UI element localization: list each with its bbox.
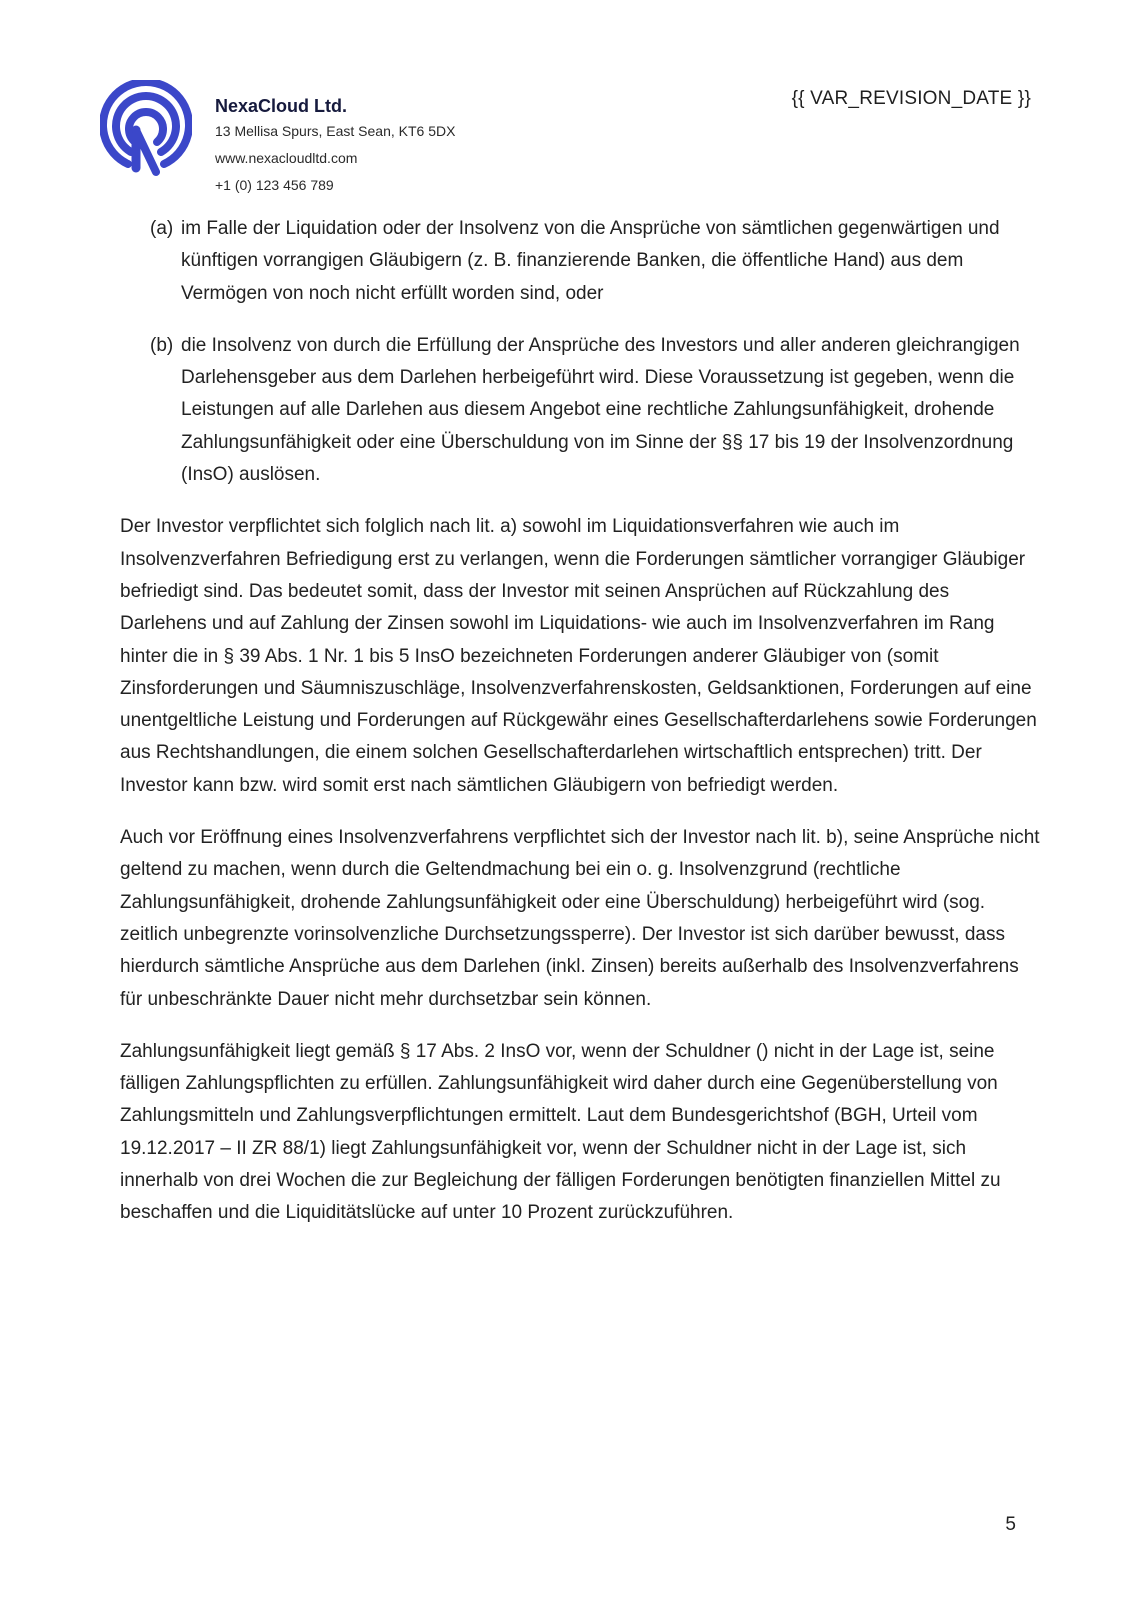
list-item: [150, 213, 1040, 310]
document-body: [120, 213, 1040, 1250]
paragraph: Auch vor Eröffnung eines Insolvenzverfahrens verpflichtet sich der Investor nach lit. b), seine Ansprüche nicht geltend zu machen, wenn durch die Geltendmachung bei ein o. g. Insolvenzgrund (rechtliche Zahlungsunfähigkeit, drohende Zahlungsunfähigkeit oder eine Überschuldung) herbeigeführt wird (sog. zeitlich unbegrenzte vorinsolvenzliche Durchsetzungssperre). Der Investor ist sich darüber bewusst, dass hierdurch sämtliche Ansprüche aus dem Darlehen (inkl. Zinsen) bereits außerhalb des Insolvenzverfahrens für unbeschränkte Dauer nicht mehr durchsetzbar sein können.: [120, 827, 1040, 1010]
company-address: 13 Mellisa Spurs, East Sean, KT6 5DX: [215, 123, 456, 139]
list-marker: (a): [150, 218, 174, 239]
revision-date: {{ VAR_REVISION_DATE }}: [791, 88, 1031, 109]
list-item-text: die Insolvenz von durch die Erfüllung der Ansprüche des Investors und aller anderen gleichrangigen Darlehensgeber aus dem Darlehen herbeigeführt wird. Diese Voraussetzung ist gegeben, wenn die Leistungen auf alle Darlehen aus diesem Angebot eine rechtliche Zahlungsunfähigkeit, drohende Zahlungsunfähigkeit oder eine Überschuldung von im Sinne der §§ 17 bis 19 der Insolvenzordnung (InsO) auslösen.: [181, 334, 1020, 486]
page-number: 5: [1005, 1514, 1016, 1535]
list-item-text: im Falle der Liquidation oder der Insolvenz von die Ansprüche von sämtlichen gegenwärtigen und künftigen vorrangigen Gläubigern (z. B. finanzierende Banken, die öffentliche Hand) aus dem Vermögen von noch nicht erfüllt worden sind, oder: [181, 218, 1000, 304]
paragraph: Zahlungsunfähigkeit liegt gemäß § 17 Abs. 2 InsO vor, wenn der Schuldner () nicht in der Lage ist, seine fälligen Zahlungspflichten zu erfüllen. Zahlungsunfähigkeit wird daher durch eine Gegenüberstellung von Zahlungsmitteln und Zahlungsverpflichtungen ermittelt. Laut dem Bundesgerichtshof (BGH, Urteil vom 19.12.2017 – II ZR 88/1) liegt Zahlungsunfähigkeit vor, wenn der Schuldner nicht in der Lage ist, sich innerhalb von drei Wochen die zur Begleichung der fälligen Forderungen benötigten finanziellen Mittel zu beschaffen und die Liquiditätslücke auf unter 10 Prozent zurückzuführen.: [120, 1040, 1001, 1224]
paragraph: Der Investor verpflichtet sich folglich nach lit. a) sowohl im Liquidationsverfahren wie auch im Insolvenzverfahren Befriedigung erst zu verlangen, wenn die Forderungen sämtlicher vorrangiger Gläubiger befriedigt sind. Das bedeutet somit, dass der Investor mit seinen Ansprüchen auf Rückzahlung des Darlehens und auf Zahlung der Zinsen sowohl im Liquidations- wie auch im Insolvenzverfahren im Rang hinter die in § 39 Abs. 1 Nr. 1 bis 5 InsO bezeichneten Forderungen anderer Gläubiger von (somit Zinsforderungen und Säumniszuschläge, Insolvenzverfahrenskosten, Geldsanktionen, Forderungen auf eine unentgeltliche Leistung und Forderungen auf Rückgewähr eines Gesellschafterdarlehens sowie Forderungen aus Rechtshandlungen, die einem solchen Gesellschafterdarlehen wirtschaftlich entsprechen) tritt. Der Investor kann bzw. wird somit erst nach sämtlichen Gläubigern von befriedigt werden.: [120, 516, 1037, 796]
company-website: www.nexacloudltd.com: [215, 150, 358, 166]
company-logo-icon: [100, 80, 192, 178]
company-name: NexaCloud Ltd.: [215, 96, 348, 116]
company-info: [215, 95, 455, 204]
list-marker: (b): [150, 334, 174, 356]
list-item: [150, 330, 1040, 491]
company-phone: +1 (0) 123 456 789: [215, 177, 334, 193]
